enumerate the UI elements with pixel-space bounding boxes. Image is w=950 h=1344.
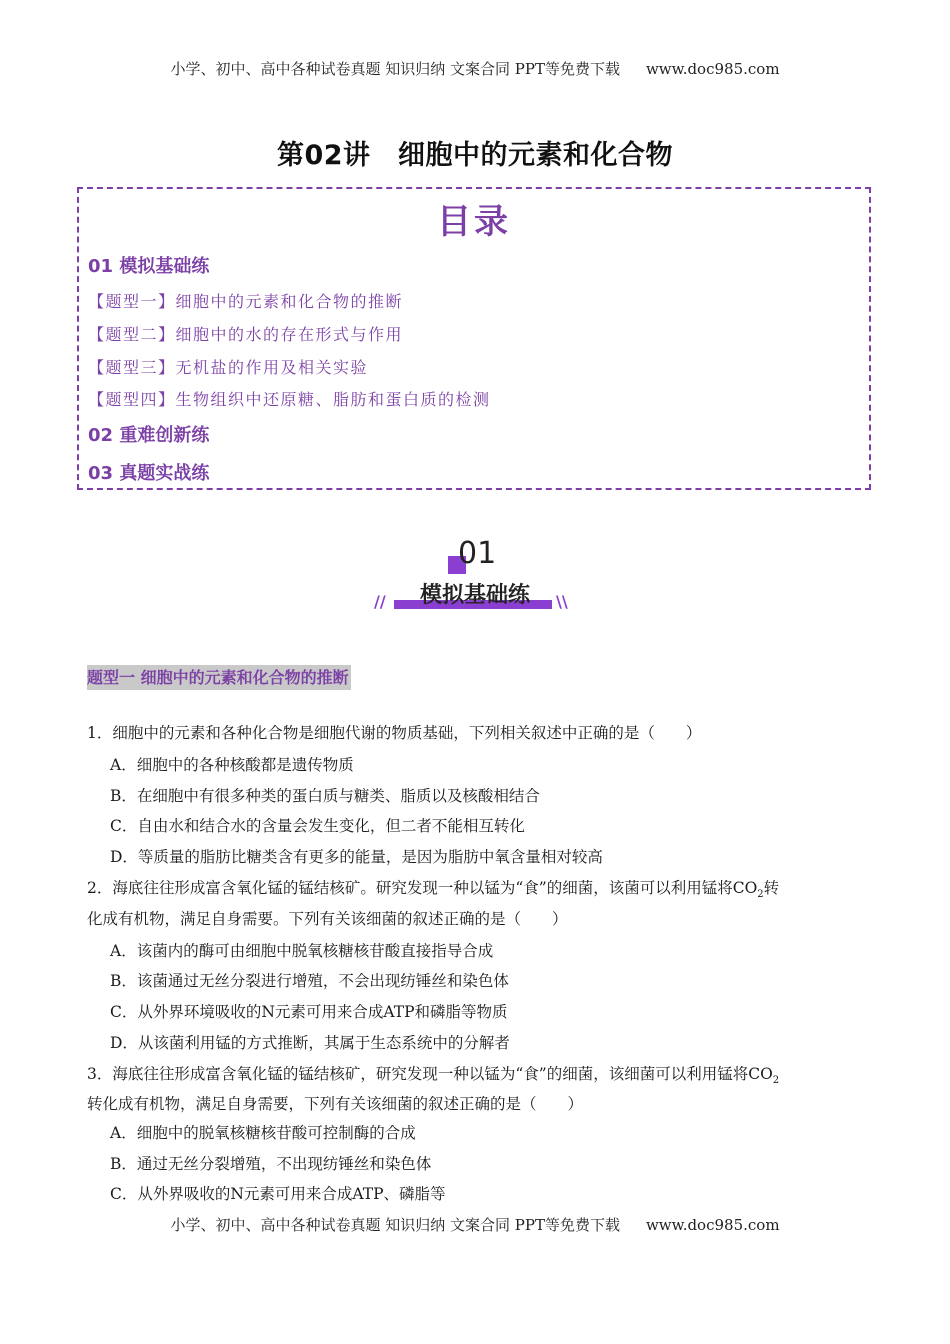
footer-site: www.doc985.com: [645, 1216, 780, 1234]
question-3-stem-line2: 转化成有机物，满足自身需要，下列有关该细菌的叙述正确的是（ ）: [87, 1095, 584, 1113]
table-of-contents: [77, 187, 871, 490]
page-header: [0, 58, 950, 79]
page-title: 第02讲 细胞中的元素和化合物: [276, 140, 674, 171]
co2-formula: CO: [748, 1065, 773, 1083]
toc-item-type2[interactable]: 【题型二】细胞中的水的存在形式与作用: [88, 325, 404, 344]
toc-item-type3[interactable]: 【题型三】无机盐的作用及相关实验: [88, 358, 369, 377]
question-2-stem-line2: 化成有机物，满足自身需要。下列有关该细菌的叙述正确的是（ ）: [87, 910, 568, 928]
toc-item-type1[interactable]: 【题型一】细胞中的元素和化合物的推断: [88, 292, 404, 311]
toc-section-03[interactable]: 03 真题实战练: [88, 463, 210, 484]
co2-subscript: 2: [757, 889, 764, 901]
page-footer: [0, 1214, 950, 1235]
toc-item-type4[interactable]: 【题型四】生物组织中还原糖、脂肪和蛋白质的检测: [88, 390, 491, 409]
question-2-option-a: A．该菌内的酶可由细胞中脱氧核糖核苷酸直接指导合成: [110, 942, 494, 960]
question-2-stem-text: 2．海底往往形成富含氧化锰的锰结核矿。研究发现一种以锰为“食”的细菌，该菌可以利用锰将: [87, 879, 733, 897]
banner-number: 01: [458, 536, 497, 571]
banner-right-slashes: \\: [556, 592, 568, 611]
question-1-option-d: D．等质量的脂肪比糖类含有更多的能量，是因为脂肪中氧含量相对较高: [110, 848, 603, 866]
toc-title: 目录: [437, 202, 511, 242]
question-3-option-b: B．通过无丝分裂增殖，不出现纺锤丝和染色体: [110, 1155, 432, 1173]
question-1-option-b: B．在细胞中有很多种类的蛋白质与糖类、脂质以及核酸相结合: [110, 787, 540, 805]
header-text: 小学、初中、高中各种试卷真题 知识归纳 文案合同 PPT等免费下载: [170, 60, 620, 78]
question-2-stem-end: 转: [763, 879, 780, 897]
question-3-stem-line1: [87, 1063, 779, 1092]
question-2-option-b: B．该菌通过无丝分裂进行增殖，不会出现纺锤丝和染色体: [110, 972, 509, 990]
banner-left-slashes: //: [374, 592, 386, 611]
co2-formula: CO: [732, 879, 758, 897]
question-2-option-c: C．从外界环境吸收的N元素可用来合成ATP和磷脂等物质: [110, 1003, 508, 1021]
toc-section-01[interactable]: 01 模拟基础练: [88, 256, 210, 277]
header-site: www.doc985.com: [645, 60, 780, 78]
banner-label: 模拟基础练: [419, 583, 530, 608]
question-2-stem-line1: [87, 877, 779, 906]
category-heading: 题型一 细胞中的元素和化合物的推断: [87, 665, 351, 690]
question-2-option-d: D．从该菌利用锰的方式推断，其属于生态系统中的分解者: [110, 1034, 510, 1052]
toc-section-02[interactable]: 02 重难创新练: [88, 425, 210, 446]
section-banner: [370, 536, 580, 616]
question-1-option-c: C．自由水和结合水的含量会发生变化，但二者不能相互转化: [110, 817, 525, 835]
question-1-option-a: A．细胞中的各种核酸都是遗传物质: [110, 756, 354, 774]
footer-text: 小学、初中、高中各种试卷真题 知识归纳 文案合同 PPT等免费下载: [170, 1216, 620, 1234]
co2-subscript: 2: [772, 1075, 780, 1087]
question-3-option-c: C．从外界吸收的N元素可用来合成ATP、磷脂等: [110, 1185, 446, 1203]
question-3-option-a: A．细胞中的脱氧核糖核苷酸可控制酶的合成: [110, 1124, 416, 1142]
question-3-stem-text: 3．海底往往形成富含氧化锰的锰结核矿，研究发现一种以锰为“食”的细菌，该细菌可以利用锰将: [87, 1065, 749, 1083]
question-1-stem: 1．细胞中的元素和各种化合物是细胞代谢的物质基础，下列相关叙述中正确的是（ ）: [87, 724, 702, 742]
